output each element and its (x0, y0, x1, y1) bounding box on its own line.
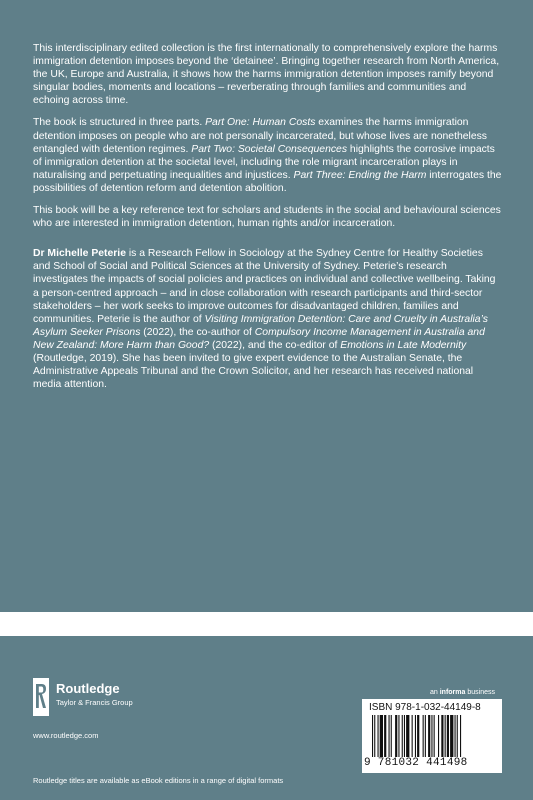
part-two-title: Part Two: Societal Consequences (191, 143, 348, 155)
barcode-digits: 9 781032 441498 (364, 757, 468, 769)
ebook-note: Routledge titles are available as eBook editions in a range of digital formats (33, 776, 284, 785)
barcode-bar (372, 715, 373, 757)
barcode-bar (402, 715, 403, 757)
barcode-bar (415, 715, 416, 757)
blurb-text (33, 42, 503, 400)
barcode-bar (428, 715, 430, 757)
blurb-paragraph-3 (33, 204, 503, 230)
publisher-group: Taylor & Francis Group (56, 698, 133, 707)
barcode-bar (395, 715, 397, 757)
barcode-bar (384, 715, 386, 757)
blurb-paragraph-2 (33, 116, 503, 195)
barcode-bar (412, 715, 413, 757)
white-band (0, 612, 533, 636)
bio-d: (Routledge, 2019). She has been invited to give expert evidence to the Australian Senate, the Administrative Appeals Tribunal and the Crown Solicitor, and her research has received national media attention. (33, 352, 474, 391)
barcode-bar (378, 715, 379, 757)
barcode-bar (425, 715, 426, 757)
informa-business-line (430, 689, 495, 696)
routledge-logo-icon (33, 678, 49, 716)
bio-book-2: Compulsory Income Management in Australia and New Zealand: More Harm than Good? (33, 326, 485, 351)
blurb-p3-text: This book will be a key reference text for scholars and students in the social and behavioural sciences who are interested in immigration detention, human rights and/or incarceration. (33, 205, 501, 230)
barcode-bar (404, 715, 405, 757)
publisher-website: www.routledge.com (33, 731, 99, 740)
author-name: Dr Michelle Peterie (33, 248, 126, 260)
part-one-title: Part One: Human Costs (205, 117, 316, 129)
barcode-bar (434, 715, 435, 757)
barcode-bar (389, 715, 390, 757)
barcode-bar (457, 715, 458, 757)
informa-suffix: business (465, 689, 495, 696)
bio-a: is a Research Fellow in Sociology at the Sydney Centre for Healthy Societies and School of Social and Political Sciences at the University of Sydney. Peterie’s research investigates the impacts of social policies and practices on individual and collective wellbeing. Taking a person-centred approach – and in close collaboration with research participants and third-sector stakeholders – her work seeks to improve outcomes for disadvantaged children, families and communities. Peterie is the author of (33, 248, 496, 325)
blurb-p2-a: The book is structured in three parts. (33, 117, 206, 129)
part-three-title: Part Three: Ending the Harm (293, 169, 427, 181)
blurb-p1-text: This interdisciplinary edited collection is the first internationally to comprehensively explore the harms immigration detention imposes beyond the ‘detainee’. Bringing together research from North America, the UK, Europe and Australia, it shows how the harms immigration detention imposes ramify beyond singular bodies, moments and locations – reverberating through families and communities and echoing across time. (33, 43, 500, 107)
bio-b: (2022), the co-author of (140, 326, 255, 338)
barcode-bar (431, 715, 432, 757)
barcode-bar (441, 715, 443, 757)
isbn-barcode-box (362, 699, 502, 773)
barcode-bar (438, 715, 439, 757)
blurb-p2-b: examines the harms immigration detention imposes on people who are not personally incarcerated, but whose lives are nonetheless entangled with detention regimes. (33, 117, 488, 155)
barcode-bar (398, 715, 399, 757)
barcode-bar (380, 715, 383, 757)
blurb-paragraph-1 (33, 42, 503, 107)
cover-back-lower (0, 636, 533, 800)
informa-brand: informa (439, 689, 466, 696)
author-bio (33, 247, 503, 391)
barcode-bar (417, 715, 419, 757)
blurb-p2-c: highlights the corrosive impacts of immigration detention at the societal level, including the role migrant incarceration plays in naturalising and perpetuating inequalities and injustices. (33, 143, 495, 181)
barcode-bar (406, 715, 409, 757)
bio-c: (2022), and the co-editor of (209, 339, 341, 351)
publisher-name: Routledge (56, 681, 120, 696)
barcode-bar (460, 715, 461, 757)
barcode-bar (455, 715, 456, 757)
isbn-label: ISBN 978-1-032-44149-8 (369, 702, 481, 713)
informa-prefix: an (430, 689, 440, 696)
barcode-icon (372, 715, 494, 757)
bio-book-3: Emotions in Late Modernity (340, 339, 467, 351)
blurb-p2-d: interrogates the possibilities of detention reform and detention abolition. (33, 169, 502, 194)
bio-book-1: Visiting Immigration Detention: Care and Cruelty in Australia’s Asylum Seeker Prisons (33, 313, 488, 338)
barcode-bar (447, 715, 449, 757)
barcode-bar (423, 715, 424, 757)
barcode-bar (391, 715, 392, 757)
barcode-bar (445, 715, 446, 757)
barcode-bar (450, 715, 453, 757)
barcode-bar (374, 715, 375, 757)
